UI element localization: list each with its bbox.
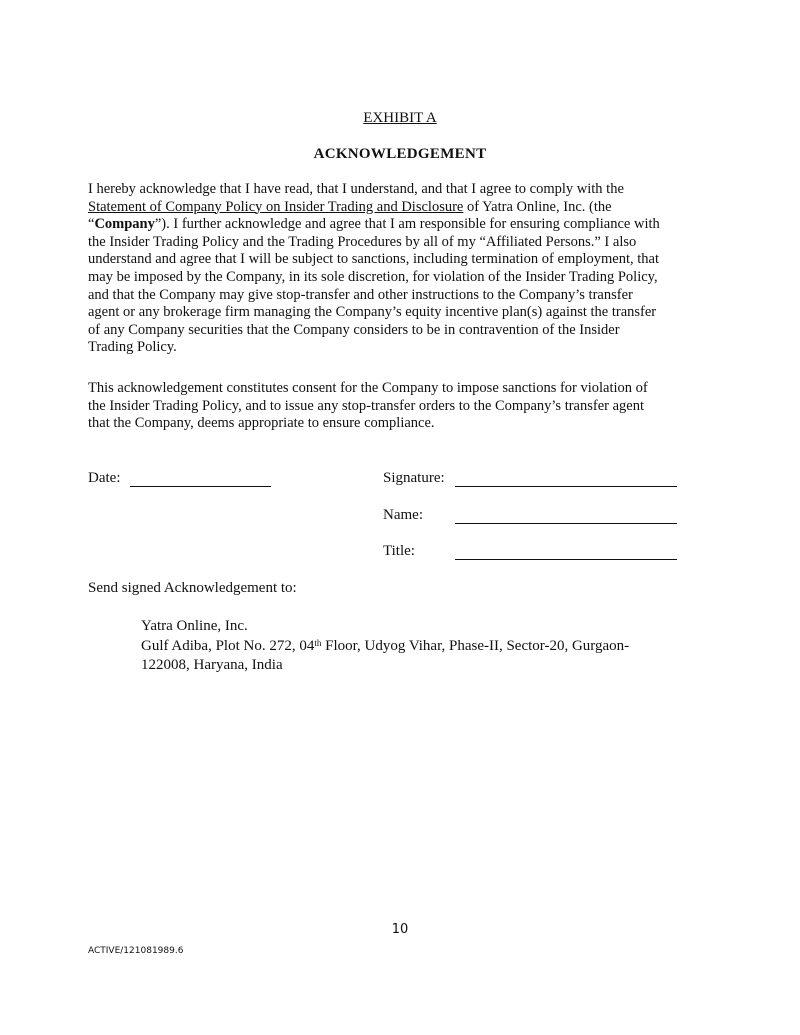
title-label: Title:: [383, 543, 415, 559]
signature-line[interactable]: [455, 486, 677, 487]
company-defined-term: Company: [94, 216, 155, 233]
consent-paragraph: [88, 380, 713, 433]
paragraph-line: the Insider Trading Policy and the Trading Procedures by all of my “Affiliated Persons.” I also: [88, 233, 637, 250]
acknowledgement-paragraph: [88, 181, 713, 357]
paragraph-line: that the Company, deems appropriate to ensure compliance.: [88, 415, 435, 432]
paragraph-line: Trading Policy.: [88, 339, 177, 356]
address-part: Floor, Udyog Vihar, Phase-II, Sector-20, Gurgaon-: [321, 638, 630, 654]
paragraph-line: the Insider Trading Policy, and to issue any stop-transfer orders to the Company’s transfer agent: [88, 397, 644, 414]
date-signature-line[interactable]: [130, 486, 271, 487]
paragraph-line: agent or any brokerage firm managing the Company’s equity incentive plan(s) against the transfer: [88, 304, 657, 321]
date-label: Date:: [88, 470, 121, 486]
paragraph-text: of Yatra Online, Inc. (the: [463, 198, 612, 215]
paragraph-text: ”). I further acknowledge and agree that I am responsible for ensuring compliance with: [154, 216, 660, 233]
title-line[interactable]: [455, 559, 677, 560]
paragraph-line: and that the Company may give stop-transfer and other instructions to the Company’s transfer: [88, 286, 633, 303]
address-city: 122008, Haryana, India: [141, 657, 283, 673]
paragraph-line: [88, 216, 713, 234]
open-quote: “: [88, 216, 95, 233]
paragraph-line: [88, 199, 713, 217]
acknowledgement-title: ACKNOWLEDGEMENT: [313, 146, 487, 162]
ordinal-suffix: th: [314, 638, 322, 648]
document-id: ACTIVE/121081989.6: [88, 946, 184, 956]
address-company: Yatra Online, Inc.: [141, 618, 248, 634]
paragraph-line: I hereby acknowledge that I have read, that I understand, and that I agree to comply with the: [88, 181, 624, 197]
name-label: Name:: [383, 507, 423, 523]
paragraph-line: understand and agree that I will be subject to sanctions, including termination of employment, that: [88, 251, 659, 268]
address-part: Gulf Adiba, Plot No. 272, 04: [141, 638, 315, 654]
page-number: 10: [391, 922, 409, 937]
policy-title-reference: Statement of Company Policy on Insider Trading and Disclosure: [88, 198, 464, 215]
paragraph-line: may be imposed by the Company, in its sole discretion, for violation of the Insider Trading Policy,: [88, 268, 658, 285]
exhibit-heading: EXHIBIT A: [363, 110, 437, 126]
paragraph-line: This acknowledgement constitutes consent for the Company to impose sanctions for violation of: [88, 380, 648, 396]
send-to-label: Send signed Acknowledgement to:: [88, 580, 297, 596]
signature-label: Signature:: [383, 470, 445, 486]
name-line[interactable]: [455, 523, 677, 524]
paragraph-line: of any Company securities that the Company considers to be in contravention of the Insider: [88, 321, 620, 338]
address-street: [141, 637, 686, 656]
